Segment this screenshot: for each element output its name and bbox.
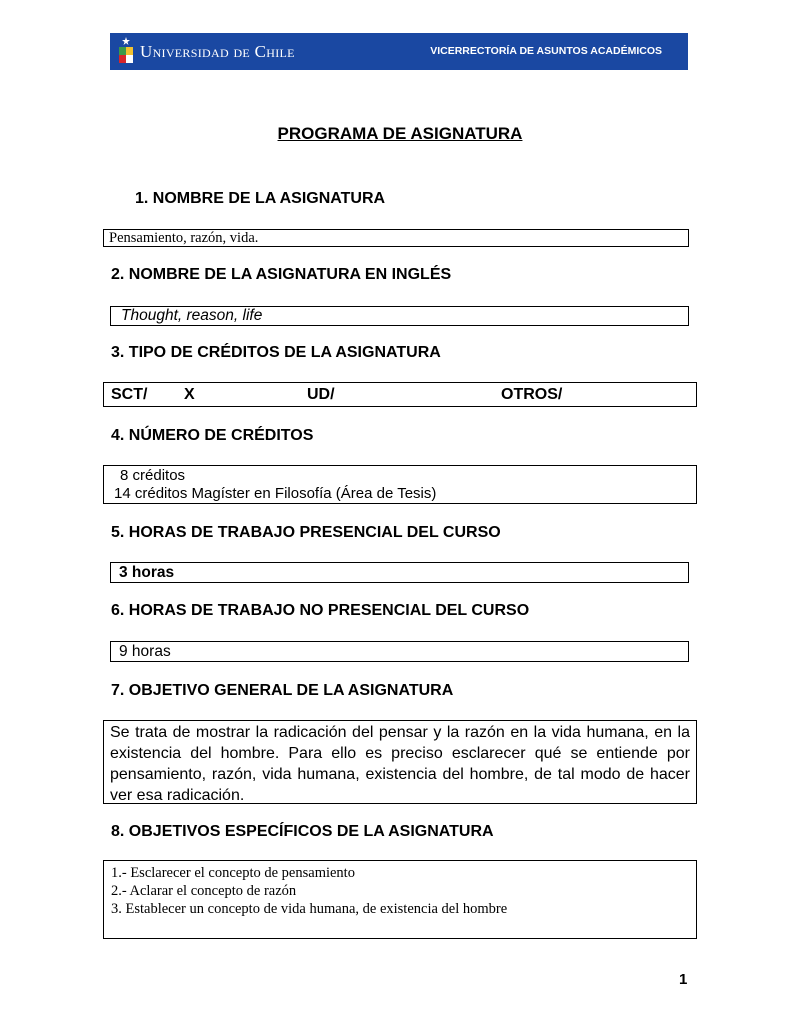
credit-type-box	[103, 382, 697, 407]
nonpresential-hours-box	[110, 641, 689, 662]
section-6-heading: 6. HORAS DE TRABAJO NO PRESENCIAL DEL CURSO	[111, 602, 530, 619]
section-4-heading: 4. NÚMERO DE CRÉDITOS	[111, 427, 314, 444]
course-name: Pensamiento, razón, vida.	[109, 230, 259, 246]
credits-box	[103, 465, 697, 504]
section-2-heading: 2. NOMBRE DE LA ASIGNATURA EN INGLÉS	[111, 266, 452, 283]
credits-line: 14 créditos Magíster en Filosofía (Área de Tesis)	[114, 485, 437, 502]
credits-line: 8 créditos	[120, 467, 186, 484]
university-logo-icon	[118, 37, 134, 65]
nonpresential-hours: 9 horas	[119, 643, 171, 660]
page-number: 1	[679, 971, 688, 988]
sct-label: SCT/	[111, 386, 148, 403]
otros-label: OTROS/	[501, 386, 563, 403]
objective-item: 2.- Aclarar el concepto de razón	[111, 883, 297, 899]
section-8-heading: 8. OBJETIVOS ESPECÍFICOS DE LA ASIGNATURA	[111, 823, 494, 840]
objective-item: 3. Establecer un concepto de vida humana, de existencia del hombre	[111, 901, 508, 917]
section-3-heading: 3. TIPO DE CRÉDITOS DE LA ASIGNATURA	[111, 344, 441, 361]
general-objective-box	[103, 720, 697, 804]
ud-label: UD/	[307, 386, 335, 403]
section-7-heading: 7. OBJETIVO GENERAL DE LA ASIGNATURA	[111, 682, 454, 699]
presential-hours: 3 horas	[119, 564, 175, 581]
department-name: VICERRECTORÍA DE ASUNTOS ACADÉMICOS	[430, 45, 662, 57]
course-name-box	[103, 229, 689, 247]
objective-item: 1.- Esclarecer el concepto de pensamiento	[111, 865, 355, 881]
english-name-box	[110, 306, 689, 326]
header-banner	[110, 33, 688, 70]
specific-objectives-box	[103, 860, 697, 939]
english-name: Thought, reason, life	[121, 307, 263, 324]
general-objective: Se trata de mostrar la radicación del pensar y la razón en la vida humana, en la existencia del hombre. Para ello es preciso esclarecer qué se entiende por pensamiento, razón, vida humana, existencia del hombre, de tal modo de hacer ver esa radicación.	[110, 724, 690, 804]
page-title: PROGRAMA DE ASIGNATURA	[277, 124, 523, 143]
presential-hours-box	[110, 562, 689, 583]
section-1-heading: 1. NOMBRE DE LA ASIGNATURA	[135, 190, 386, 207]
section-5-heading: 5. HORAS DE TRABAJO PRESENCIAL DEL CURSO	[111, 524, 501, 541]
university-name: Universidad de Chile	[140, 42, 295, 61]
sct-mark: X	[184, 386, 195, 403]
